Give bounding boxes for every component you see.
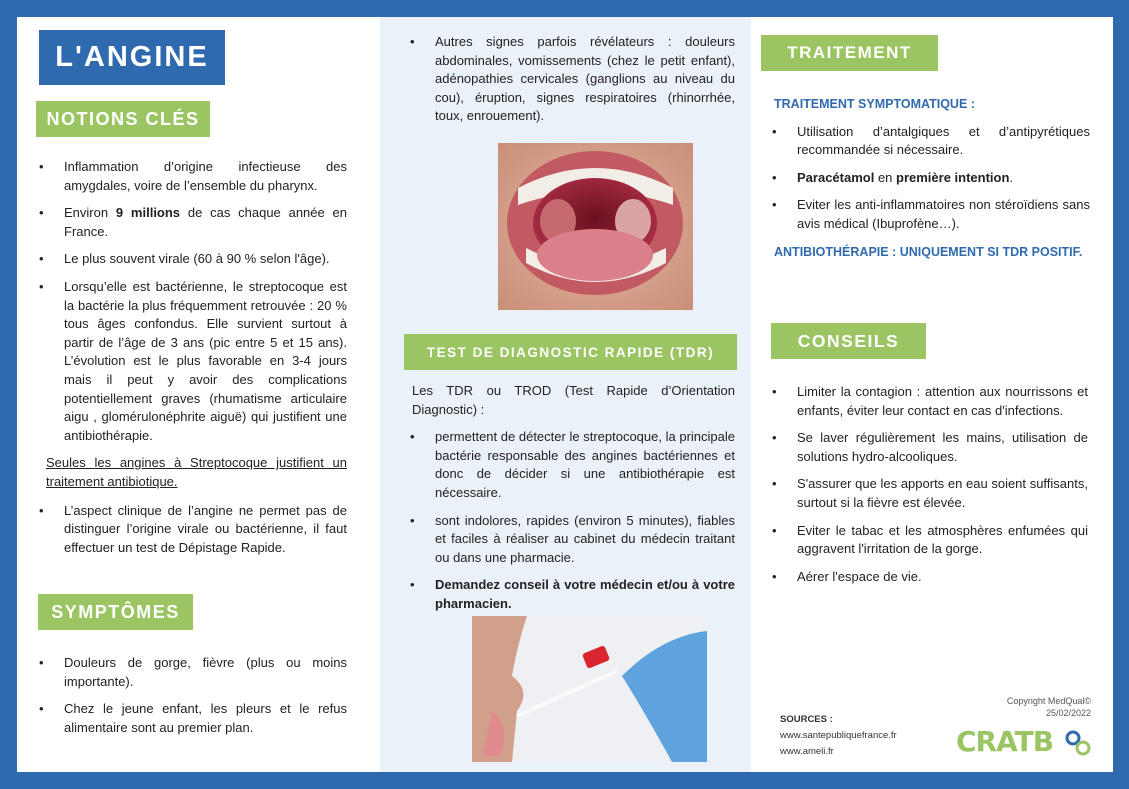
copyright-date: 25/02/2022 xyxy=(1045,708,1091,718)
list-item: • Se laver régulièrement les mains, utilisation de solutions hydro-alcooliques. xyxy=(772,430,1088,464)
traitement-heading: TRAITEMENT xyxy=(761,35,938,71)
notions-list xyxy=(37,158,347,445)
symptomes-section xyxy=(37,654,347,746)
cratb-logo xyxy=(956,725,1094,763)
traitement-list xyxy=(770,123,1090,234)
tdr-list xyxy=(408,428,735,613)
column-middle xyxy=(380,17,751,772)
antibiotherapie-note: ANTIBIOTHÉRAPIE : UNIQUEMENT SI TDR POSITIF. xyxy=(774,244,1083,259)
list-item: • Lorsqu’elle est bactérienne, le streptocoque est la bactérie la plus fréquemment retrouvée : 20 % tous âges confondus. Elle survient surtout à partir de l’âge de 3 ans (pic entre 5 et 15 ans). L’évolution est le plus favorable en 3-4 jours mais il peut y avoir des complications potentiellement graves (rhumatisme articulaire aigu , glomérulonéphrite aiguë) qui justifient une antibiothérapie. xyxy=(39,278,347,443)
notions-heading: NOTIONS CLÉS xyxy=(36,101,210,137)
notions-list-2 xyxy=(37,502,347,558)
symptomes-heading: SYMPTÔMES xyxy=(38,594,193,630)
list-item: • Environ 9 millions de cas chaque année en France. xyxy=(39,205,347,239)
signes-section xyxy=(408,33,735,135)
symptomatique-heading: TRAITEMENT SYMPTOMATIQUE : xyxy=(774,97,975,111)
list-item: • Inflammation d’origine infectieuse des amygdales, voire de l’ensemble du pharynx. xyxy=(39,159,347,193)
conseils-list xyxy=(770,383,1088,586)
infinity-icon xyxy=(1063,728,1093,758)
page-title: L'ANGINE xyxy=(39,30,225,85)
list-item: • Aérer l'espace de vie. xyxy=(772,568,922,584)
throat-photo xyxy=(498,143,693,310)
notions-section xyxy=(37,158,347,566)
list-item: • Douleurs de gorge, fièvre (plus ou moins importante). xyxy=(39,655,347,689)
list-item: • sont indolores, rapides (environ 5 minutes), fiables et faciles à réaliser au cabinet du médecin traitant ou dans une pharmacie. xyxy=(410,512,735,565)
list-item: • Autres signes parfois révélateurs : douleurs abdominales, vomissements (chez le petit enfant), adénopathies cervicales (ganglions au niveau du cou), éruption, signes respiratoires (rhinorrhée, toux, enrouement). xyxy=(410,34,735,124)
symptomes-list xyxy=(37,654,347,737)
swab-test-photo xyxy=(472,616,707,762)
antibiotic-note: Seules les angines à Streptocoque justifient un traitement antibiotique. xyxy=(46,455,347,489)
tdr-section xyxy=(412,382,735,623)
list-item: • Paracétamol en première intention. xyxy=(772,169,1014,185)
traitement-section xyxy=(774,95,1090,262)
sources-label: SOURCES : xyxy=(780,714,833,725)
source-link[interactable]: www.ameli.fr xyxy=(780,746,834,757)
list-item: • permettent de détecter le streptocoque, la principale bactérie responsable des angines bactériennes et donc de décider si une antibiothérapie est nécessaire. xyxy=(410,429,735,500)
list-item: • Utilisation d’antalgiques et d’antipyrétiques recommandée si nécessaire. xyxy=(772,123,1090,158)
list-item: • Eviter les anti-inflammatoires non stéroïdiens sans avis médical (Ibuprofène…). xyxy=(772,197,1090,231)
tdr-intro: Les TDR ou TROD (Test Rapide d’Orientation Diagnostic) : xyxy=(412,383,735,417)
list-item: • Le plus souvent virale (60 à 90 % selon l'âge). xyxy=(39,251,330,267)
logo-text: CRATB xyxy=(956,725,1054,758)
list-item: • L’aspect clinique de l’angine ne permet pas de distinguer l’origine virale ou bactérienne, il faut effectuer un test de Dépistage Rapide. xyxy=(39,502,347,555)
list-item: • Demandez conseil à votre médecin et/ou à votre pharmacien. xyxy=(410,577,735,611)
conseils-heading: CONSEILS xyxy=(771,323,926,359)
source-link[interactable]: www.santepubliquefrance.fr xyxy=(780,730,897,741)
copyright-notice xyxy=(1001,695,1091,719)
list-item: • Chez le jeune enfant, les pleurs et le refus alimentaire sont au premier plan. xyxy=(39,701,347,735)
column-right xyxy=(751,17,1113,772)
conseils-section xyxy=(770,383,1088,595)
copyright-text: Copyright MedQual© xyxy=(1006,696,1091,706)
list-item: • Limiter la contagion : attention aux nourrissons et enfants, éviter leur contact en cas d'infections. xyxy=(772,384,1088,418)
column-left xyxy=(17,17,380,772)
leaflet-sheet xyxy=(17,17,1113,772)
list-item: • S'assurer que les apports en eau soient suffisants, surtout si la fièvre est élevée. xyxy=(772,476,1088,510)
sources-block xyxy=(780,712,897,760)
tdr-heading: TEST DE DIAGNOSTIC RAPIDE (TDR) xyxy=(404,334,737,370)
signes-list xyxy=(408,33,735,126)
list-item: • Eviter le tabac et les atmosphères enfumées qui aggravent l'irritation de la gorge. xyxy=(772,522,1088,557)
